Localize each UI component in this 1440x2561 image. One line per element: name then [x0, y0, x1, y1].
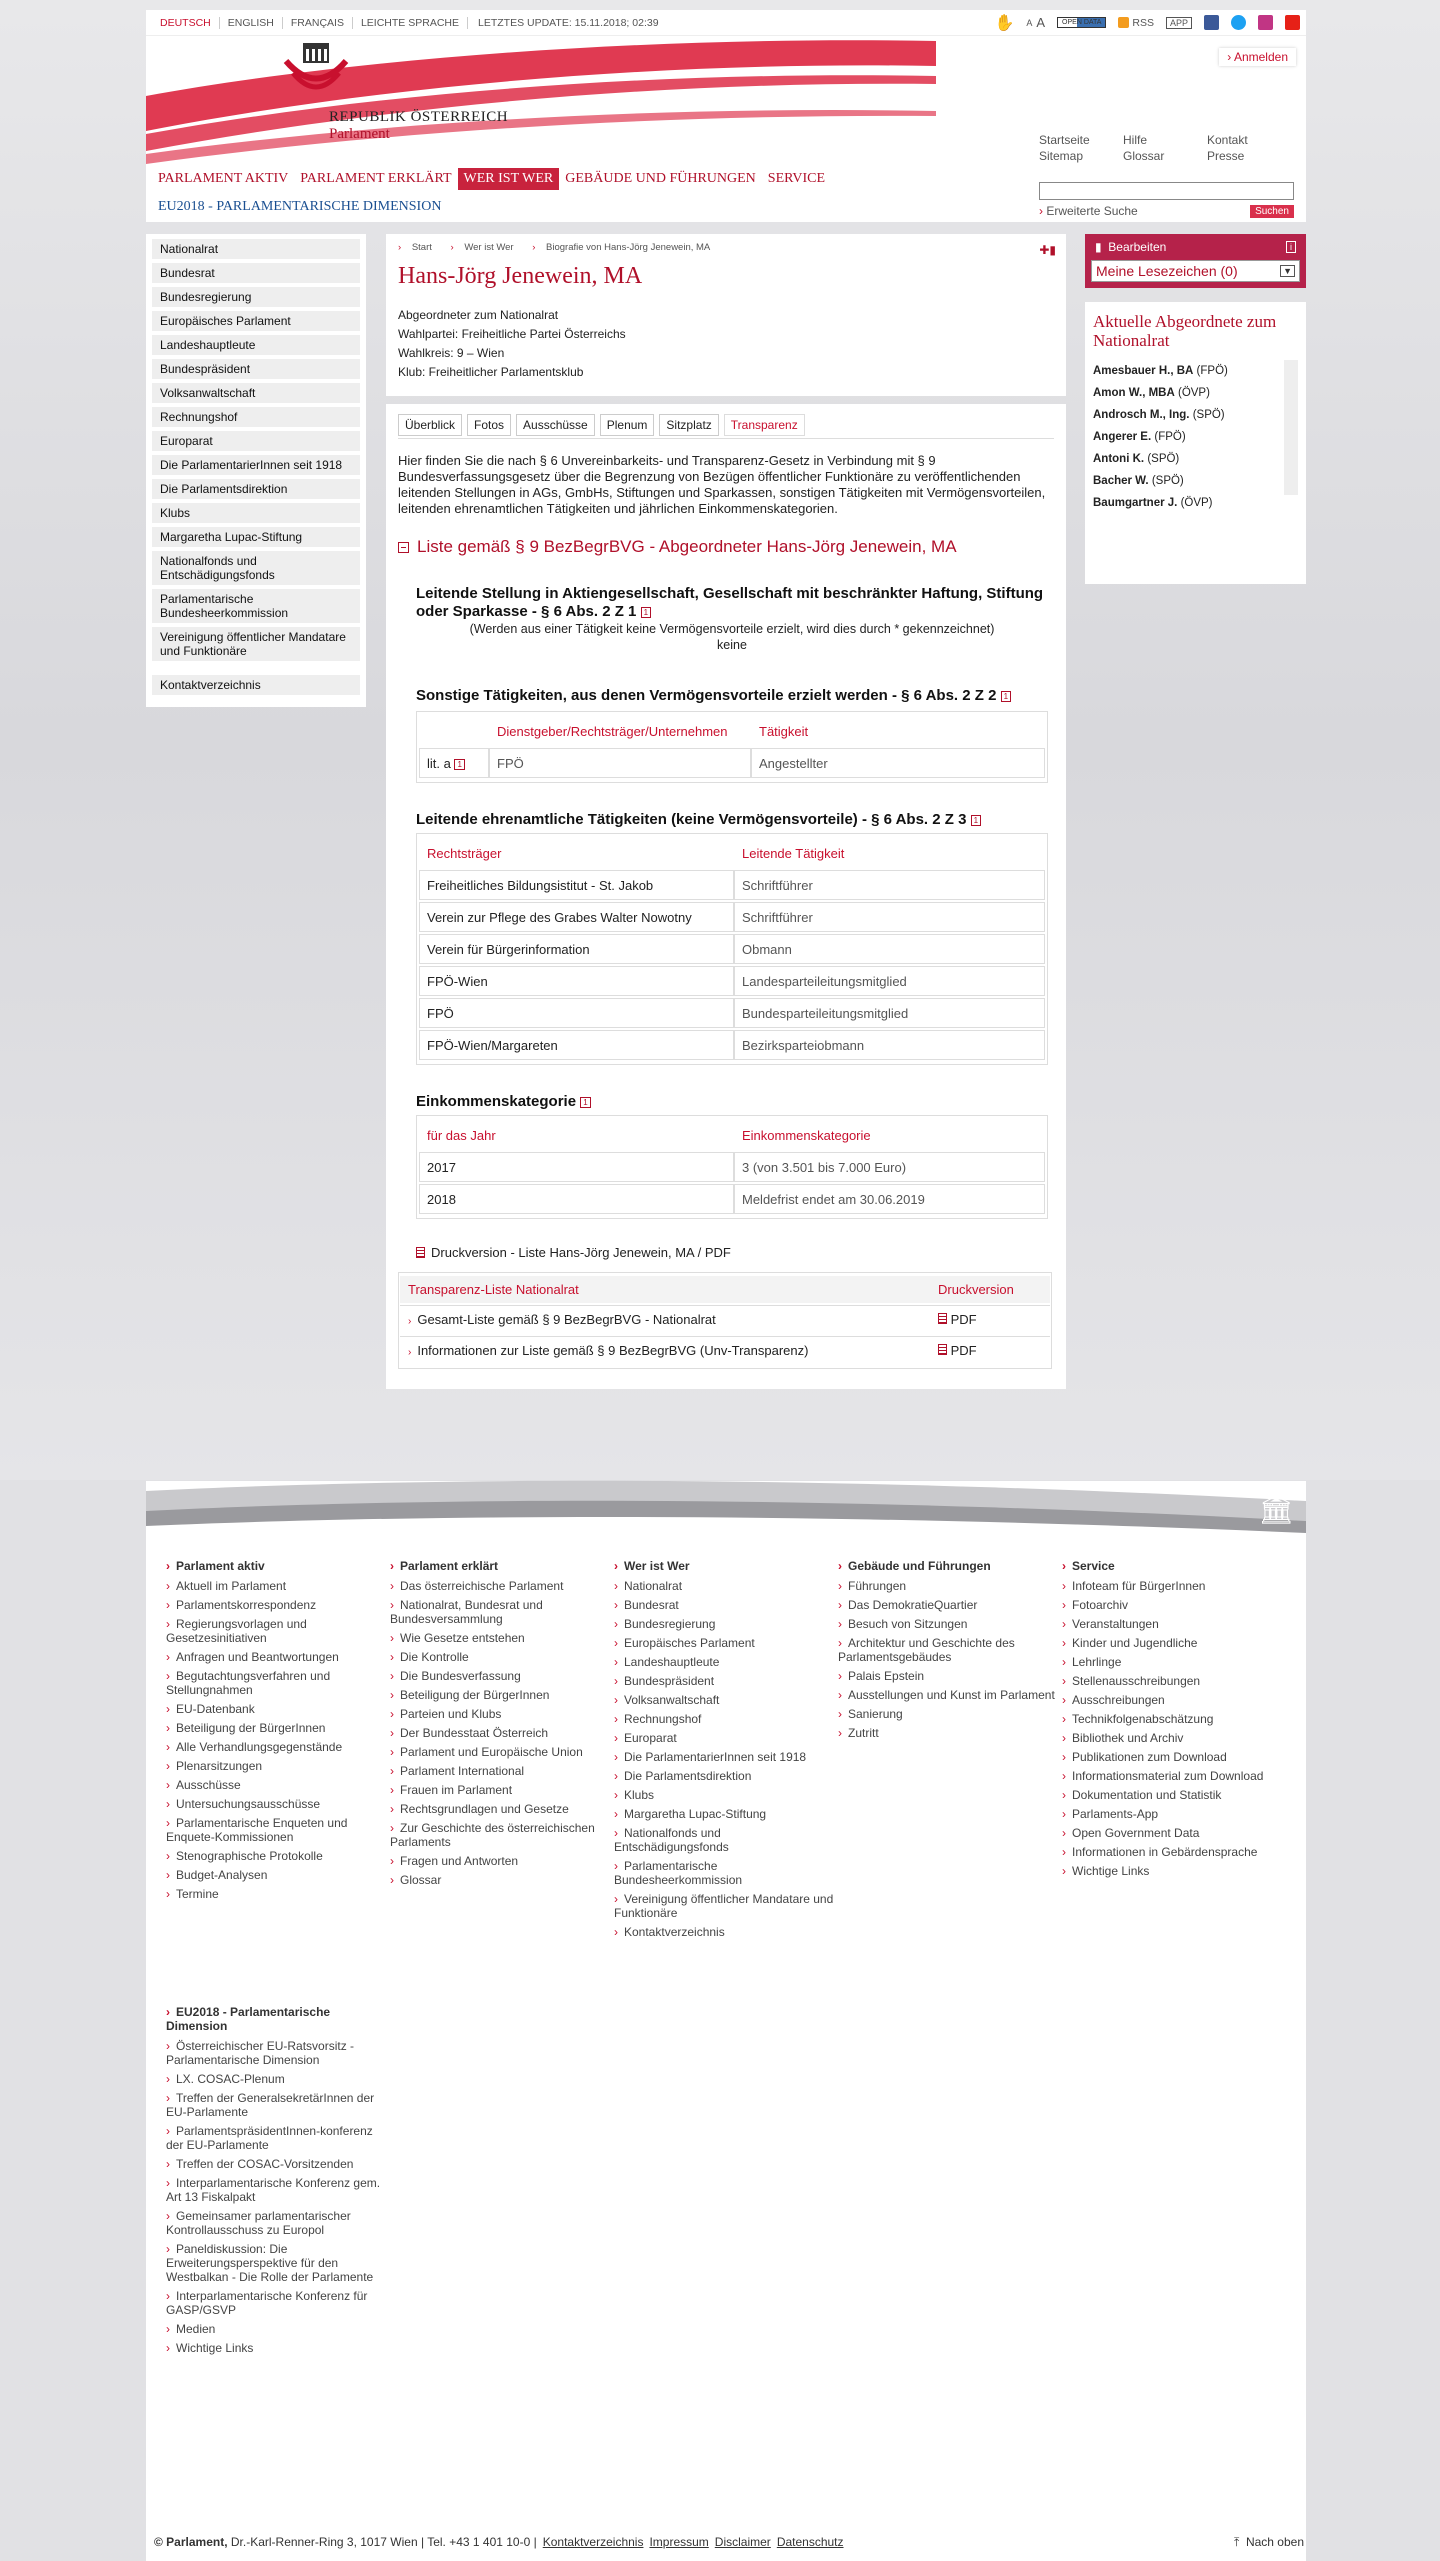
footnote-ref[interactable]: 1: [641, 607, 651, 618]
footer-link[interactable]: › Margaretha Lupac-Stiftung: [614, 1807, 838, 1821]
col-header: Dienstgeber/Rechtsträger/Unternehmen: [497, 723, 728, 739]
col-header: Leitende Tätigkeit: [742, 845, 845, 861]
parliament-text: Parlament: [329, 126, 390, 142]
brand: [329, 109, 508, 143]
twitter-icon[interactable]: [1231, 15, 1246, 30]
table-row: 2018 Meldefrist endet am 30.06.2019: [419, 1184, 1045, 1214]
table-row: Freiheitliches Bildungsistitut - St. Jakob Schriftführer: [419, 870, 1045, 900]
tab-ausschuesse[interactable]: Ausschüsse: [516, 414, 595, 436]
chevron-down-icon: ▼: [1280, 265, 1295, 277]
font-big-button[interactable]: A: [1036, 15, 1046, 30]
footer-link[interactable]: › Parlamentskorrespondenz: [166, 1598, 390, 1612]
table-row[interactable]: › Informationen zur Liste gemäß § 9 BezBegrBVG (Unv-Transparenz) PDF: [400, 1336, 1050, 1365]
nav-parlament-erklaert[interactable]: PARLAMENT ERKLÄRT: [300, 171, 452, 186]
breadcrumb-item[interactable]: › Start: [398, 242, 432, 253]
footer-column: [1062, 1559, 1286, 1944]
breadcrumb: [398, 242, 1052, 253]
section-title: Einkommenskategorie 1: [416, 1093, 1048, 1111]
sidebar-item[interactable]: Europäisches Parlament: [152, 311, 360, 331]
tab-ueberblick[interactable]: Überblick: [398, 414, 462, 436]
footer-link[interactable]: › Vereinigung öffentlicher Mandatare und Funktionäre: [614, 1892, 838, 1920]
transparency-box: [386, 404, 1066, 1389]
sidebar-item[interactable]: Die ParlamentarierInnen seit 1918: [152, 455, 360, 475]
bookmark-icon: ▮: [1095, 240, 1102, 254]
app-link[interactable]: APP: [1166, 17, 1192, 29]
tab-fotos[interactable]: Fotos: [467, 414, 511, 436]
footer-link[interactable]: › Anfragen und Beantwortungen: [166, 1650, 390, 1664]
footer-column: [166, 1559, 390, 1944]
footer-link[interactable]: › Bundesrat: [614, 1598, 838, 1612]
col-header: Einkommenskategorie: [742, 1127, 871, 1143]
footer-link[interactable]: › Führungen: [838, 1579, 1062, 1593]
sonstige-table: [416, 711, 1048, 783]
footer-link[interactable]: › Begutachtungsverfahren und Stellungnahmen: [166, 1669, 390, 1697]
open-data-link[interactable]: OPEN DATA: [1057, 17, 1106, 28]
footnote-ref[interactable]: 1: [580, 1097, 590, 1108]
sidebar-item[interactable]: Vereinigung öffentlicher Mandatare und Funktionäre: [152, 627, 360, 661]
footer-link[interactable]: › Frauen im Parlament: [390, 1783, 614, 1797]
col-header: für das Jahr: [427, 1127, 496, 1143]
footer-link[interactable]: › Nationalrat, Bundesrat und Bundesversammlung: [390, 1598, 614, 1626]
page-title: Hans-Jörg Jenewein, MA: [398, 263, 643, 289]
search-box: [1039, 182, 1294, 218]
search-input[interactable]: [1039, 182, 1294, 200]
footer-link[interactable]: › Die ParlamentarierInnen seit 1918: [614, 1750, 838, 1764]
footer-link[interactable]: › Untersuchungsausschüsse: [166, 1797, 390, 1811]
section-title: Leitende Stellung in Aktiengesellschaft, Gesellschaft mit beschränkter Haftung, Stiftung oder Sparkasse - § 6 Abs. 2 Z 1 1: [416, 585, 1044, 620]
footer-link[interactable]: › Die Parlamentsdirektion: [614, 1769, 838, 1783]
footer-link[interactable]: › Parlamentarische Bundesheerkommission: [614, 1859, 838, 1887]
edit-button[interactable]: ▮ Bearbeiten: [1095, 240, 1167, 254]
right-sidebar: [1085, 234, 1306, 584]
breadcrumb-item: › Biografie von Hans-Jörg Jenewein, MA: [532, 242, 711, 253]
footer-swoosh: [146, 1481, 1306, 1537]
pdf-icon: [938, 1313, 947, 1324]
parliament-logo[interactable]: [281, 41, 351, 96]
arrow-up-icon: ⤒: [1233, 2535, 1240, 2549]
footer-link[interactable]: › Das österreichische Parlament: [390, 1579, 614, 1593]
sidebar-item[interactable]: Rechnungshof: [152, 407, 360, 427]
footer-link[interactable]: › Treffen der COSAC-Vorsitzenden: [166, 2157, 390, 2171]
footer-link[interactable]: › Open Government Data: [1062, 1826, 1286, 1840]
footer-link[interactable]: › Technikfolgenabschätzung: [1062, 1712, 1286, 1726]
link-kontakt[interactable]: Kontakt: [1207, 133, 1248, 147]
footer-link[interactable]: › Rechnungshof: [614, 1712, 838, 1726]
footer-link[interactable]: › Parlament und Europäische Union: [390, 1745, 614, 1759]
footer-link[interactable]: › Wichtige Links: [166, 2341, 390, 2355]
bio-line: Wahlpartei: Freiheitliche Partei Österreichs: [398, 327, 626, 341]
sidebar-item[interactable]: Landeshauptleute: [152, 335, 360, 355]
footer-link[interactable]: › Österreichischer EU-Ratsvorsitz - Parlamentarische Dimension: [166, 2039, 390, 2067]
footer-column-title[interactable]: › Service: [1062, 1559, 1286, 1573]
footer-link[interactable]: › Paneldiskussion: Die Erweiterungsperspektive für den Westbalkan - Die Rolle der Parlamente: [166, 2242, 390, 2284]
current-members-box: [1085, 302, 1306, 584]
lang-english[interactable]: ENGLISH: [220, 17, 283, 29]
footer-link[interactable]: › Budget-Analysen: [166, 1868, 390, 1882]
footer-column-title[interactable]: › Wer ist Wer: [614, 1559, 838, 1573]
link-presse[interactable]: Presse: [1207, 149, 1245, 163]
footer-link[interactable]: › Ausschreibungen: [1062, 1693, 1286, 1707]
section-note: (Werden aus einer Tätigkeit keine Vermögensvorteile erzielt, wird dies durch * gekennzeichnet): [469, 622, 995, 636]
footer-link[interactable]: › Fotoarchiv: [1062, 1598, 1286, 1612]
member-item[interactable]: Amon W., MBA (ÖVP): [1093, 387, 1210, 399]
section-ehrenamtlich: [416, 811, 1048, 1065]
breadcrumb-item[interactable]: › Wer ist Wer: [450, 242, 514, 253]
facebook-icon[interactable]: [1204, 15, 1219, 30]
rss-icon: [1118, 17, 1129, 28]
footer-link[interactable]: › Alle Verhandlungsgegenstände: [166, 1740, 390, 1754]
nav-gebaeude[interactable]: GEBÄUDE UND FÜHRUNGEN: [565, 171, 756, 186]
pdf-icon: [416, 1247, 425, 1258]
member-item[interactable]: Antoni K. (SPÖ): [1093, 453, 1180, 465]
section-sonstige: [416, 687, 1048, 783]
footer-column-title[interactable]: › Parlament aktiv: [166, 1559, 390, 1573]
footer-link[interactable]: › Ausschüsse: [166, 1778, 390, 1792]
footer-link[interactable]: › Wie Gesetze entstehen: [390, 1631, 614, 1645]
footer-column: [838, 1559, 1062, 1944]
footer-link[interactable]: › Fragen und Antworten: [390, 1854, 614, 1868]
member-item[interactable]: Baumgartner J. (ÖVP): [1093, 497, 1213, 509]
chevron-right-icon: ›: [408, 1347, 412, 1358]
sidebar-item[interactable]: Bundesregierung: [152, 287, 360, 307]
republic-text: REPUBLIK ÖSTERREICH: [329, 109, 509, 125]
footer-link[interactable]: › Europäisches Parlament: [614, 1636, 838, 1650]
footer-link[interactable]: › Der Bundesstaat Österreich: [390, 1726, 614, 1740]
search-button[interactable]: Suchen: [1250, 205, 1294, 218]
list-toggle[interactable]: Liste gemäß § 9 BezBegrBVG - Abgeordneter Hans-Jörg Jenewein, MA: [398, 537, 1054, 557]
lang-leichte-sprache[interactable]: LEICHTE SPRACHE: [353, 17, 468, 29]
table-row: FPÖ Bundesparteileitungsmitglied: [419, 998, 1045, 1028]
bookmarks-select[interactable]: Meine Lesezeichen (0) ▼: [1091, 260, 1300, 282]
footer-link[interactable]: › Aktuell im Parlament: [166, 1579, 390, 1593]
current-members-title: Aktuelle Abgeordnete zum Nationalrat: [1093, 312, 1277, 350]
top-bar: [146, 10, 1306, 36]
footer-link-impressum[interactable]: Impressum: [649, 2535, 709, 2549]
footer-link[interactable]: › Informationen in Gebärdensprache: [1062, 1845, 1286, 1859]
last-update: LETZTES UPDATE: 15.11.2018; 02:39: [478, 16, 659, 29]
footer-column-title[interactable]: › Parlament erklärt: [390, 1559, 614, 1573]
sidebar-item[interactable]: Kontaktverzeichnis: [152, 675, 360, 695]
footer-link-disclaimer[interactable]: Disclaimer: [714, 2535, 771, 2549]
info-icon[interactable]: i: [1286, 241, 1296, 253]
footer-link[interactable]: › Nationalrat: [614, 1579, 838, 1593]
footer-band: [146, 1481, 1306, 1537]
section-title: Sonstige Tätigkeiten, aus denen Vermögensvorteile erzielt werden - § 6 Abs. 2 Z 2 1: [416, 687, 1048, 705]
tab-plenum[interactable]: Plenum: [600, 414, 655, 436]
footer-link[interactable]: › ParlamentspräsidentInnen-konferenz der EU-Parlamente: [166, 2124, 390, 2152]
footer-eu-column: [166, 2005, 390, 2360]
bookmark-add-icon[interactable]: ✚▮: [1039, 243, 1056, 257]
sidebar-item[interactable]: Europarat: [152, 431, 360, 451]
footer-link[interactable]: › Gemeinsamer parlamentarischer Kontrollausschuss zu Europol: [166, 2209, 390, 2237]
table-row: FPÖ-Wien/Margareten Bezirksparteiobmann: [419, 1030, 1045, 1060]
footer-link[interactable]: › Dokumentation und Statistik: [1062, 1788, 1286, 1802]
footer-link[interactable]: › EU-Datenbank: [166, 1702, 390, 1716]
nav-wer-ist-wer[interactable]: WER IST WER: [458, 168, 560, 190]
tabs: [398, 414, 1054, 439]
table-row: Verein zur Pflege des Grabes Walter Nowotny Schriftführer: [419, 902, 1045, 932]
footer-link[interactable]: › Infoteam für BürgerInnen: [1062, 1579, 1286, 1593]
section-none: keine: [717, 638, 747, 652]
footer-link[interactable]: › Parteien und Klubs: [390, 1707, 614, 1721]
footnote-ref[interactable]: 1: [454, 759, 464, 770]
nav-parlament-aktiv[interactable]: PARLAMENT AKTIV: [158, 171, 289, 186]
section-title: Leitende ehrenamtliche Tätigkeiten (keine Vermögensvorteile) - § 6 Abs. 2 Z 3 1: [416, 811, 1048, 829]
footer: [146, 1481, 1306, 2561]
sign-language-icon[interactable]: ✋: [994, 14, 1015, 32]
ehrenamt-table: [416, 833, 1048, 1065]
sidebar-item[interactable]: Volksanwaltschaft: [152, 383, 360, 403]
login-button[interactable]: › Anmelden: [1219, 48, 1296, 66]
footer-link[interactable]: › Bundesregierung: [614, 1617, 838, 1631]
footer-link[interactable]: › Kontaktverzeichnis: [614, 1925, 838, 1939]
footer-link[interactable]: › Veranstaltungen: [1062, 1617, 1286, 1631]
footer-link[interactable]: › Beteiligung der BürgerInnen: [166, 1721, 390, 1735]
footer-link[interactable]: › Ausstellungen und Kunst im Parlament: [838, 1688, 1062, 1702]
footer-column: [390, 1559, 614, 1944]
sidebar-item[interactable]: Nationalrat: [152, 239, 360, 259]
sidebar-item[interactable]: Klubs: [152, 503, 360, 523]
footer-link[interactable]: › Lehrlinge: [1062, 1655, 1286, 1669]
footer-link[interactable]: › Parlament International: [390, 1764, 614, 1778]
bio-line: Abgeordneter zum Nationalrat: [398, 308, 559, 322]
table-row[interactable]: › Gesamt-Liste gemäß § 9 BezBegrBVG - Nationalrat PDF: [400, 1305, 1050, 1334]
footer-link[interactable]: › Architektur und Geschichte des Parlamentsgebäudes: [838, 1636, 1062, 1664]
rss-link[interactable]: RSS: [1118, 17, 1154, 29]
col-header: Rechtsträger: [427, 845, 502, 861]
footer-link[interactable]: › Glossar: [390, 1873, 614, 1887]
footer-link[interactable]: › Informationsmaterial zum Download: [1062, 1769, 1286, 1783]
footer-column: [614, 1559, 838, 1944]
footer-link[interactable]: › Wichtige Links: [1062, 1864, 1286, 1878]
footer-link[interactable]: › Die Bundesverfassung: [390, 1669, 614, 1683]
footer-link[interactable]: › Klubs: [614, 1788, 838, 1802]
footer-link[interactable]: › Landeshauptleute: [614, 1655, 838, 1669]
lang-francais[interactable]: FRANÇAIS: [283, 17, 353, 29]
font-small-button[interactable]: A: [1026, 17, 1033, 28]
nav-eu2018[interactable]: EU2018 - PARLAMENTARISCHE DIMENSION: [158, 199, 442, 214]
sidebar-item[interactable]: Bundesrat: [152, 263, 360, 283]
table-row: Verein für Bürgerinformation Obmann: [419, 934, 1045, 964]
footer-column-title[interactable]: › EU2018 - Parlamentarische Dimension: [166, 2005, 390, 2033]
collapse-icon: [398, 542, 409, 553]
pdf-link[interactable]: PDF: [950, 1343, 977, 1358]
footer-link[interactable]: › Parlamentarische Enqueten und Enquete-Kommissionen: [166, 1816, 390, 1844]
footer-link[interactable]: › Termine: [166, 1887, 390, 1901]
youtube-icon[interactable]: [1285, 15, 1300, 30]
print-version-link[interactable]: Druckversion - Liste Hans-Jörg Jenewein, MA / PDF: [416, 1245, 1054, 1260]
link-sitemap[interactable]: Sitemap: [1039, 149, 1084, 163]
header-swoosh: [146, 36, 936, 166]
back-to-top[interactable]: ⤒ Nach oben: [1233, 2535, 1304, 2549]
link-glossar[interactable]: Glossar: [1123, 149, 1165, 163]
sidebar-item[interactable]: Nationalfonds und Entschädigungsfonds: [152, 551, 360, 585]
footer-link[interactable]: › Interparlamentarische Konferenz für GASP/GSVP: [166, 2289, 390, 2317]
footer-link[interactable]: › Das DemokratieQuartier: [838, 1598, 1062, 1612]
footnote-ref[interactable]: 1: [1001, 691, 1011, 702]
footer-link[interactable]: › Palais Epstein: [838, 1669, 1062, 1683]
footer-link[interactable]: › Bibliothek und Archiv: [1062, 1731, 1286, 1745]
footer-link[interactable]: › Zur Geschichte des österreichischen Parlaments: [390, 1821, 614, 1849]
footer-link[interactable]: › Regierungsvorlagen und Gesetzesinitiativen: [166, 1617, 390, 1645]
service-links: [1039, 133, 1291, 163]
pdf-icon: [938, 1344, 947, 1355]
header: [146, 36, 1306, 222]
chevron-right-icon: ›: [408, 1316, 412, 1327]
footer-link[interactable]: › Interparlamentarische Konferenz gem. Art 13 Fiskalpakt: [166, 2176, 390, 2204]
transparency-list-table: [398, 1272, 1052, 1369]
member-item[interactable]: Androsch M., Ing. (SPÖ): [1093, 409, 1225, 421]
col-header: Transparenz-Liste Nationalrat: [400, 1276, 930, 1303]
footer-link[interactable]: › Treffen der GeneralsekretärInnen der EU-Parlamente: [166, 2091, 390, 2119]
members-list[interactable]: [1093, 360, 1298, 509]
footer-link[interactable]: › Nationalfonds und Entschädigungsfonds: [614, 1826, 838, 1854]
member-item[interactable]: Amesbauer H., BA (FPÖ): [1093, 365, 1228, 377]
col-header: Druckversion: [930, 1276, 1050, 1303]
table-row: lit. a 1 FPÖ Angestellter: [419, 748, 1045, 778]
tab-sitzplatz[interactable]: Sitzplatz: [659, 414, 718, 436]
footer-link[interactable]: › Besuch von Sitzungen: [838, 1617, 1062, 1631]
section-einkommen: [416, 1093, 1048, 1219]
footer-link[interactable]: › Kinder und Jugendliche: [1062, 1636, 1286, 1650]
sidebar-item[interactable]: Margaretha Lupac-Stiftung: [152, 527, 360, 547]
sidebar: [146, 234, 366, 707]
footer-link[interactable]: › Europarat: [614, 1731, 838, 1745]
col-header: Tätigkeit: [759, 723, 809, 739]
footer-link[interactable]: › Rechtsgrundlagen und Gesetze: [390, 1802, 614, 1816]
instagram-icon[interactable]: [1258, 15, 1273, 30]
sidebar-item[interactable]: Die Parlamentsdirektion: [152, 479, 360, 499]
sidebar-item[interactable]: Bundespräsident: [152, 359, 360, 379]
footer-link-kontakt[interactable]: Kontaktverzeichnis: [542, 2535, 644, 2549]
footer-column-title[interactable]: › Gebäude und Führungen: [838, 1559, 1062, 1573]
footer-link[interactable]: › LX. COSAC-Plenum: [166, 2072, 390, 2086]
footer-link[interactable]: › Medien: [166, 2322, 390, 2336]
bio-box: [386, 234, 1066, 396]
lang-deutsch[interactable]: DEUTSCH: [152, 17, 220, 29]
intro-text: Hier finden Sie die nach § 6 Unvereinbarkeits- und Transparenz-Gesetz in Verbindung mit § 9 Bundesverfassungsgesetz über die Begrenzung von Bezügen öffentlicher Funktionäre zu veröffentlichenden leitenden Stellungen in AGs, GmbHs, Stiftungen und Sparkassen, sonstigen Tätigkeiten mit Vermögensvorteilen, leitenden ehrenamtlichen Tätigkeiten und jährlichen Einkommenskategorien.: [398, 453, 1046, 516]
main-content: [386, 234, 1066, 1389]
footer-link[interactable]: › Stenographische Protokolle: [166, 1849, 390, 1863]
footer-link[interactable]: › Sanierung: [838, 1707, 1062, 1721]
footer-link[interactable]: › Bundespräsident: [614, 1674, 838, 1688]
footer-link[interactable]: › Parlaments-App: [1062, 1807, 1286, 1821]
footer-link[interactable]: › Stellenausschreibungen: [1062, 1674, 1286, 1688]
copyright: © Parlament, Dr.-Karl-Renner-Ring 3, 1017 Wien | Tel. +43 1 401 10-0 |: [154, 2535, 537, 2549]
einkommen-table: [416, 1115, 1048, 1219]
footer-link-datenschutz[interactable]: Datenschutz: [776, 2535, 844, 2549]
pdf-link[interactable]: PDF: [950, 1312, 977, 1327]
bookmark-box: [1085, 234, 1306, 288]
bio-line: Klub: Freiheitlicher Parlamentsklub: [398, 365, 584, 379]
footer-link[interactable]: › Plenarsitzungen: [166, 1759, 390, 1773]
bio-line: Wahlkreis: 9 – Wien: [398, 346, 505, 360]
member-item[interactable]: Bacher W. (SPÖ): [1093, 475, 1184, 487]
footer-link[interactable]: › Beteiligung der BürgerInnen: [390, 1688, 614, 1702]
tab-transparenz[interactable]: Transparenz: [724, 414, 805, 436]
footer-bottom: [154, 2535, 1304, 2550]
extended-search-link[interactable]: › Erweiterte Suche: [1039, 204, 1138, 218]
parliament-building-icon: 🏛: [1258, 1494, 1294, 1525]
link-hilfe[interactable]: Hilfe: [1123, 133, 1148, 147]
footer-link[interactable]: › Volksanwaltschaft: [614, 1693, 838, 1707]
main-nav: [152, 168, 831, 190]
table-row: FPÖ-Wien Landesparteileitungsmitglied: [419, 966, 1045, 996]
footer-columns: [166, 1559, 1286, 1944]
footnote-ref[interactable]: 1: [971, 815, 981, 826]
spacer: [152, 665, 360, 675]
footer-link[interactable]: › Publikationen zum Download: [1062, 1750, 1286, 1764]
footer-link[interactable]: › Zutritt: [838, 1726, 1062, 1740]
section-leitende-stellung: [416, 585, 1048, 653]
footer-link[interactable]: › Die Kontrolle: [390, 1650, 614, 1664]
member-item[interactable]: Angerer E. (FPÖ): [1093, 431, 1186, 443]
nav-service[interactable]: SERVICE: [767, 171, 826, 186]
table-row: 2017 3 (von 3.501 bis 7.000 Euro): [419, 1152, 1045, 1182]
sidebar-item[interactable]: Parlamentarische Bundesheerkommission: [152, 589, 360, 623]
link-startseite[interactable]: Startseite: [1039, 133, 1090, 147]
